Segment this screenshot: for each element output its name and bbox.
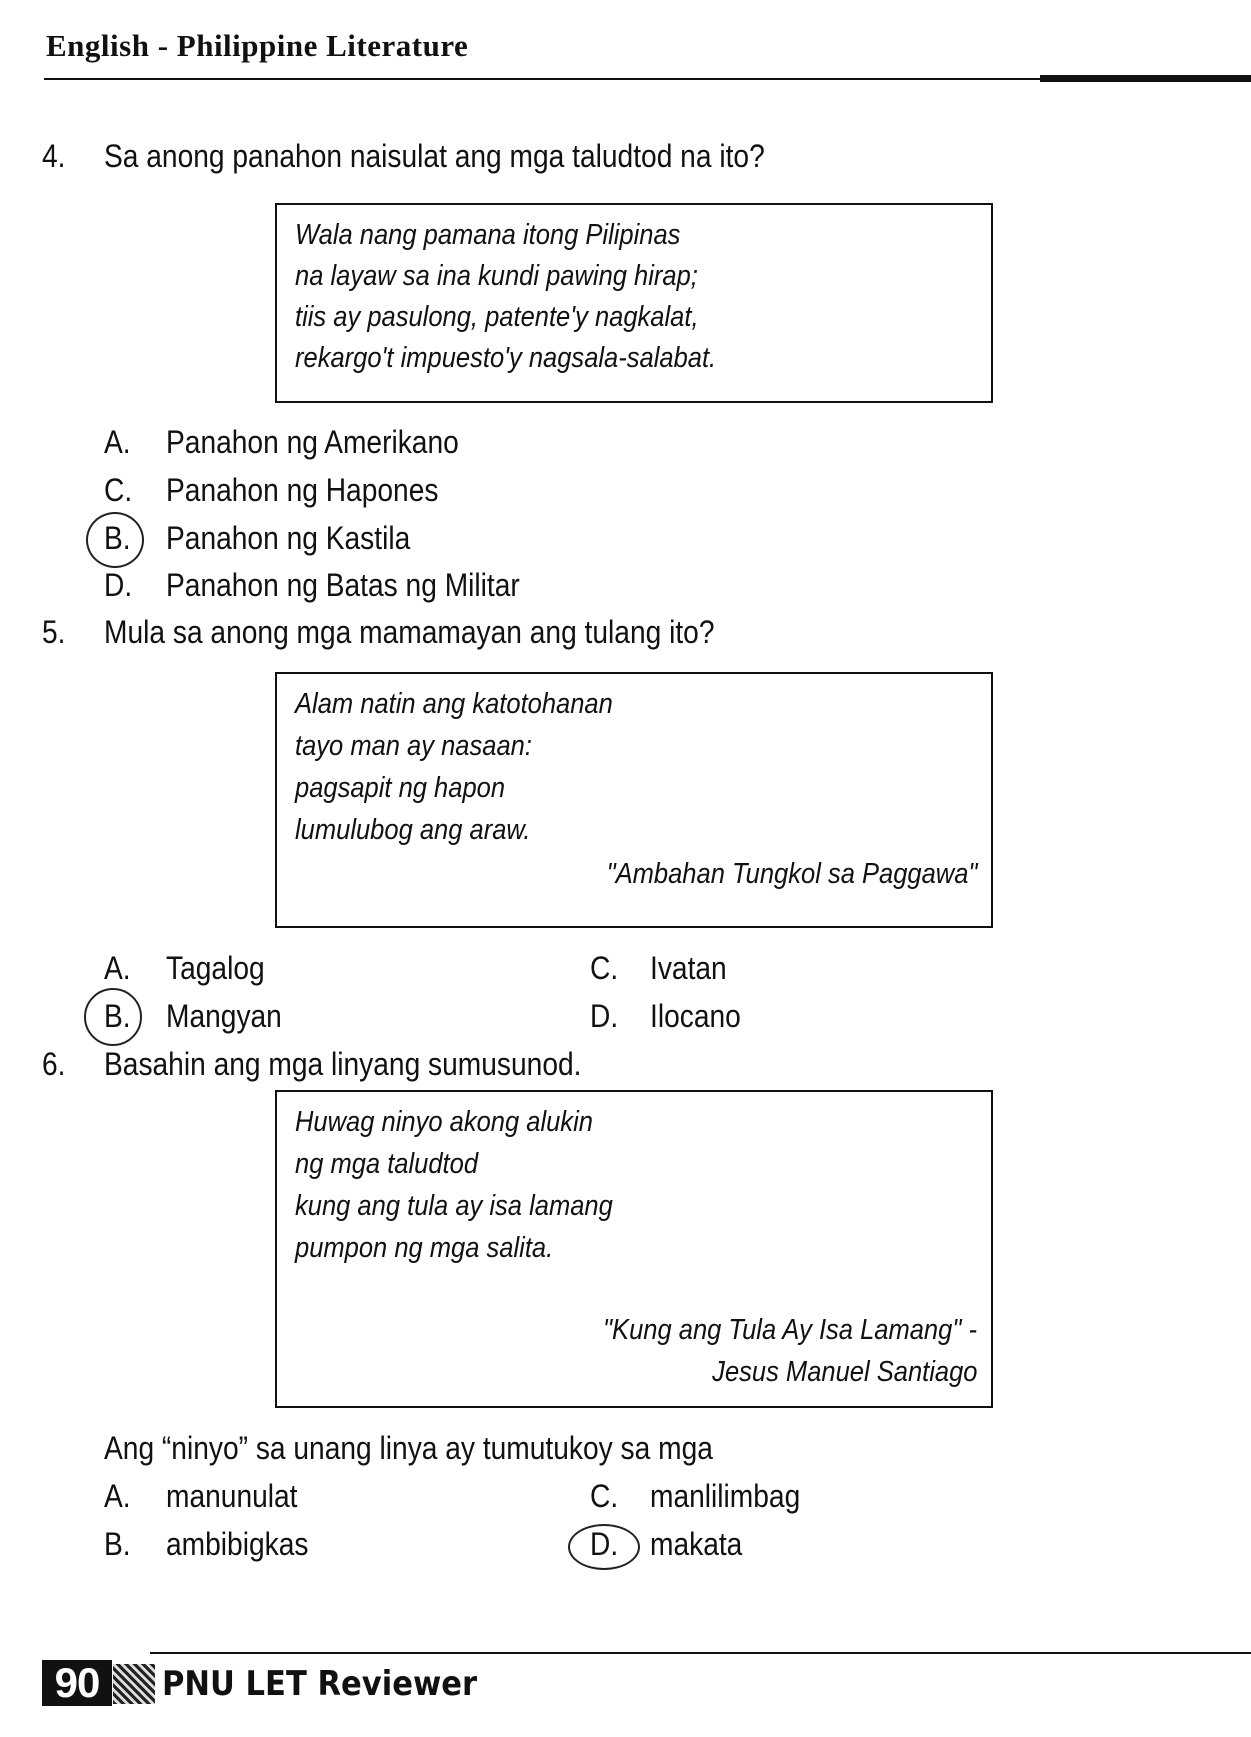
option-letter: A. [104,1478,131,1514]
poem-line: Huwag ninyo akong alukin [295,1106,593,1138]
option-text: Ilocano [650,998,741,1034]
option-letter: A. [104,950,131,986]
poem-line: pumpon ng mga salita. [295,1232,554,1264]
option-letter: B. [104,998,131,1034]
question-5-number: 5. [42,614,66,650]
option-letter: B. [104,520,131,556]
option-letter: D. [590,1526,619,1562]
question-6-followup: Ang “ninyo” sa unang linya ay tumutukoy sa mga [104,1430,713,1466]
poem-credit: "Ambahan Tungkol sa Paggawa" [606,858,977,890]
page-header-title: English - Philippine Literature [46,28,469,63]
question-4-number: 4. [42,138,66,174]
question-6-poem-box [275,1090,993,1408]
option-letter: C. [590,1478,619,1514]
option-text: Panahon ng Batas ng Militar [166,567,520,603]
poem-line: tiis ay pasulong, patente'y nagkalat, [295,301,699,333]
poem-line: pagsapit ng hapon [295,772,506,804]
poem-line: tayo man ay nasaan: [295,730,532,762]
option-letter: B. [104,1526,131,1562]
option-text: Panahon ng Amerikano [166,424,459,460]
footer-title: PNU LET Reviewer [162,1664,478,1704]
question-5-text: Mula sa anong mga mamamayan ang tulang ito? [104,614,715,650]
poem-author: Jesus Manuel Santiago [711,1356,977,1388]
option-letter: A. [104,424,131,460]
option-text: manlilimbag [650,1478,801,1514]
page-ornament [113,1664,155,1704]
question-4-text: Sa anong panahon naisulat ang mga taludtod na ito? [104,138,765,174]
poem-line: Wala nang pamana itong Pilipinas [295,219,681,251]
question-6-number: 6. [42,1046,66,1082]
poem-line: na layaw sa ina kundi pawing hirap; [295,260,698,292]
question-4-poem-box [275,203,993,403]
header-rule-accent [1040,75,1251,82]
option-text: Panahon ng Kastila [166,520,411,556]
question-5-poem-box [275,672,993,928]
option-letter: D. [104,567,133,603]
option-text: Tagalog [166,950,265,986]
option-letter: C. [104,472,133,508]
poem-line: lumulubog ang araw. [295,814,531,846]
poem-line: kung ang tula ay isa lamang [295,1190,613,1222]
poem-line: rekargo't impuesto'y nagsala-salabat. [295,342,717,374]
option-text: Panahon ng Hapones [166,472,439,508]
option-letter: C. [590,950,619,986]
option-text: makata [650,1526,743,1562]
poem-line: Alam natin ang katotohanan [295,688,613,720]
option-text: manunulat [166,1478,298,1514]
question-6-text: Basahin ang mga linyang sumusunod. [104,1046,582,1082]
option-text: ambibigkas [166,1526,309,1562]
option-text: Ivatan [650,950,727,986]
page-number: 90 [42,1660,112,1706]
option-letter: D. [590,998,619,1034]
footer-rule [150,1652,1251,1654]
poem-line: ng mga taludtod [295,1148,479,1180]
header-rule [44,78,1204,80]
poem-credit: "Kung ang Tula Ay Isa Lamang" - [603,1314,977,1346]
option-text: Mangyan [166,998,282,1034]
